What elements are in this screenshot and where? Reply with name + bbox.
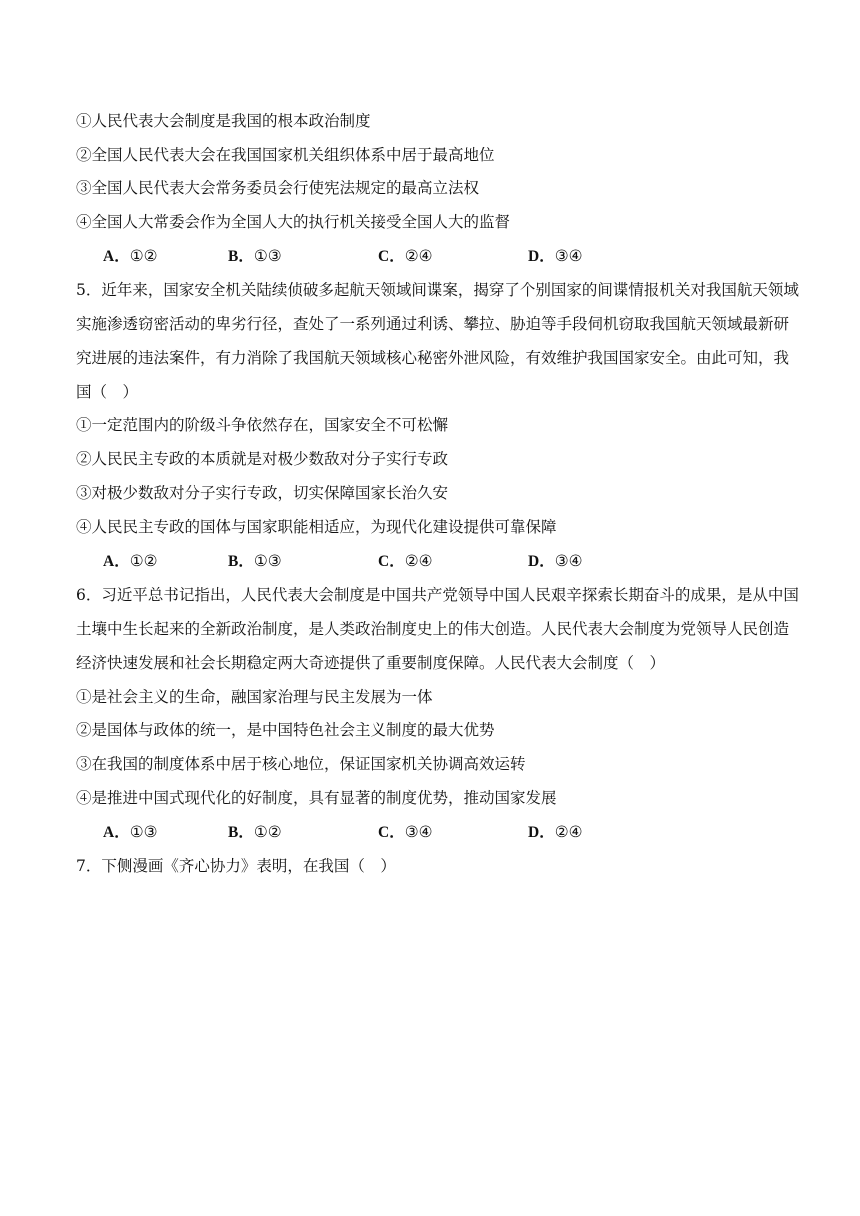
q4-option-c: C．②④ <box>378 247 433 265</box>
q5-option-d: D．③④ <box>528 552 583 570</box>
q6-option-b: B．①② <box>228 823 282 841</box>
q5-statement-3: ③对极少数敌对分子实行专政，切实保障国家长治久安 <box>76 484 449 502</box>
q6-option-c: C．③④ <box>378 823 433 841</box>
q5-statement-1: ①一定范围内的阶级斗争依然存在，国家安全不可松懈 <box>76 416 449 434</box>
q5-stem-line-3: 究进展的违法案件，有力消除了我国航天领域核心秘密外泄风险，有效维护我国国家安全。由此可知，我 <box>76 349 790 367</box>
q4-option-d: D．③④ <box>528 247 583 265</box>
q6-statement-1: ①是社会主义的生命，融国家治理与民主发展为一体 <box>76 688 433 706</box>
q5-statement-2: ②人民民主专政的本质就是对极少数敌对分子实行专政 <box>76 450 449 468</box>
q5-statement-4: ④人民民主专政的国体与国家职能相适应，为现代化建设提供可靠保障 <box>76 518 557 536</box>
q4-statement-1: ①人民代表大会制度是我国的根本政治制度 <box>76 112 371 130</box>
q6-stem-line-2: 土壤中生长起来的全新政治制度，是人类政治制度史上的伟大创造。人民代表大会制度为党领导人民创造 <box>76 620 790 638</box>
q6-option-d: D．②④ <box>528 823 583 841</box>
q4-option-b: B．①③ <box>228 247 282 265</box>
q6-statement-2: ②是国体与政体的统一，是中国特色社会主义制度的最大优势 <box>76 721 495 739</box>
q4-statement-2: ②全国人民代表大会在我国国家机关组织体系中居于最高地位 <box>76 146 495 164</box>
q4-statement-4: ④全国人大常委会作为全国人大的执行机关接受全国人大的监督 <box>76 213 511 231</box>
q5-stem-line-2: 实施渗透窃密活动的卑劣行径，查处了一系列通过利诱、攀拉、胁迫等手段伺机窃取我国航天领域最新研 <box>76 315 790 333</box>
q7-stem-line-1: 7．下侧漫画《齐心协力》表明，在我国（ ） <box>76 857 396 875</box>
q6-option-a: A．①③ <box>103 823 158 841</box>
q5-option-b: B．①③ <box>228 552 282 570</box>
q6-statement-3: ③在我国的制度体系中居于核心地位，保证国家机关协调高效运转 <box>76 755 526 773</box>
q5-option-c: C．②④ <box>378 552 433 570</box>
q4-option-a: A．①② <box>103 247 158 265</box>
q5-stem-line-4: 国（ ） <box>76 383 139 401</box>
q5-stem-line-1: 5．近年来，国家安全机关陆续侦破多起航天领域间谍案，揭穿了个别国家的间谍情报机关对我国航天领域 <box>76 281 799 299</box>
q6-stem-line-3: 经济快速发展和社会长期稳定两大奇迹提供了重要制度保障。人民代表大会制度（ ） <box>76 654 666 672</box>
q6-statement-4: ④是推进中国式现代化的好制度，具有显著的制度优势，推动国家发展 <box>76 789 557 807</box>
q4-statement-3: ③全国人民代表大会常务委员会行使宪法规定的最高立法权 <box>76 179 480 197</box>
q6-stem-line-1: 6．习近平总书记指出，人民代表大会制度是中国共产党领导中国人民艰辛探索长期奋斗的成果，是从中国 <box>76 586 799 604</box>
q5-option-a: A．①② <box>103 552 158 570</box>
